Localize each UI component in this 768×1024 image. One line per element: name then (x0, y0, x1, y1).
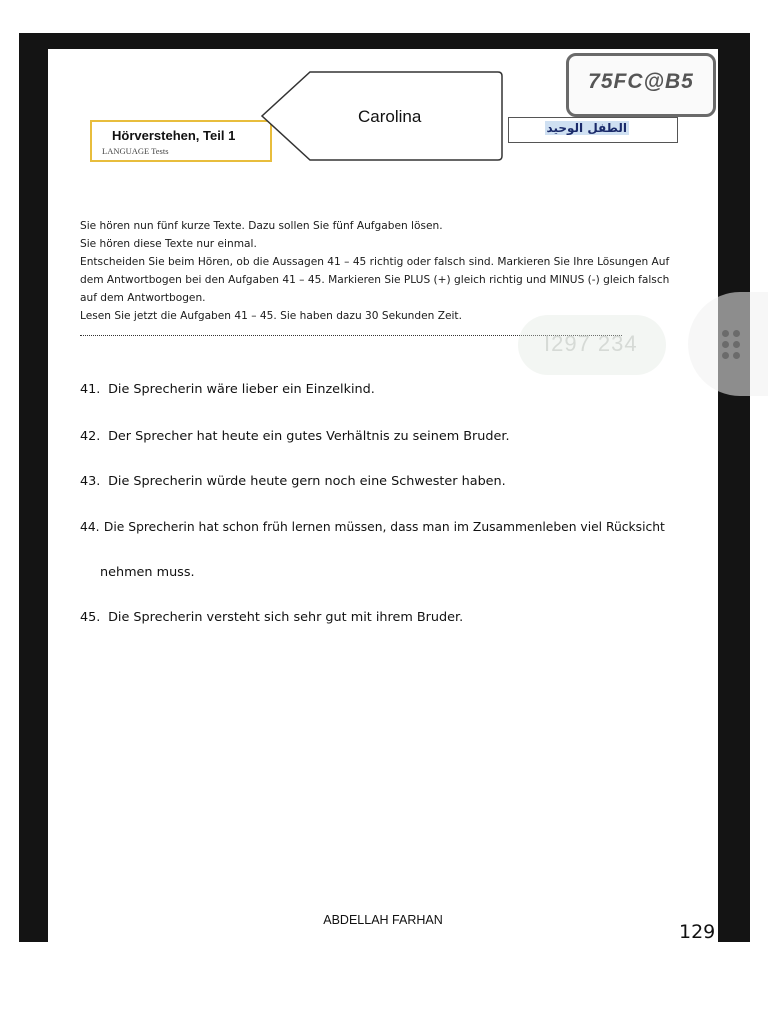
section-subtitle: LANGUAGE Tests (102, 146, 169, 156)
arabic-label: الطفل الوحيد (546, 121, 627, 135)
question-number: 43. (80, 474, 101, 489)
instruction-line: Lesen Sie jetzt die Aufgaben 41 – 45. Sie haben dazu 30 Sekunden Zeit. (80, 310, 462, 322)
question-42 (80, 429, 510, 444)
question-44 (80, 520, 665, 534)
question-text: Die Sprecherin hat schon früh lernen müssen, dass man im Zusammenleben viel Rücksicht (103, 520, 665, 534)
question-text: Der Sprecher hat heute ein gutes Verhältnis zu seinem Bruder. (108, 429, 510, 444)
arabic-label-box (508, 117, 678, 143)
question-text: Die Sprecherin versteht sich sehr gut mit ihrem Bruder. (108, 610, 464, 625)
footer-author: ABDELLAH FARHAN (323, 913, 443, 927)
question-number: 42. (80, 429, 101, 444)
section-title-box (90, 120, 272, 162)
question-text: Die Sprecherin wäre lieber ein Einzelkind. (108, 382, 375, 397)
question-number: 45. (80, 610, 101, 625)
code-stamp (566, 53, 716, 117)
document-page (48, 49, 718, 942)
instructions (80, 217, 680, 325)
question-number: 44. (80, 520, 100, 534)
question-44-continuation (100, 565, 195, 580)
question-41 (80, 382, 375, 397)
instruction-line: Entscheiden Sie beim Hören, ob die Aussagen 41 – 45 richtig oder falsch sind. Markieren Sie Ihre Lösungen Auf dem Antwortbogen bei den Aufgaben 41 – 45. Markieren Sie PLUS (+) gleich richtig und MINUS (-) gleich falsch auf dem Antwortbogen. (80, 256, 670, 304)
floating-pill-text: I297 234 (544, 331, 638, 356)
instruction-line: Sie hören nun fünf kurze Texte. Dazu sollen Sie fünf Aufgaben lösen. (80, 220, 443, 232)
question-text: nehmen muss. (100, 565, 195, 580)
question-45 (80, 610, 463, 625)
callout-name: Carolina (358, 107, 422, 126)
page-number: 129 (679, 921, 716, 943)
question-43 (80, 474, 506, 489)
section-title: Hörverstehen, Teil 1 (112, 128, 236, 143)
question-text: Die Sprecherin würde heute gern noch eine Schwester haben. (108, 474, 506, 489)
code-stamp-text: 75FC@B5 (588, 70, 694, 93)
instruction-line: Sie hören diese Texte nur einmal. (80, 238, 257, 250)
question-number: 41. (80, 382, 101, 397)
